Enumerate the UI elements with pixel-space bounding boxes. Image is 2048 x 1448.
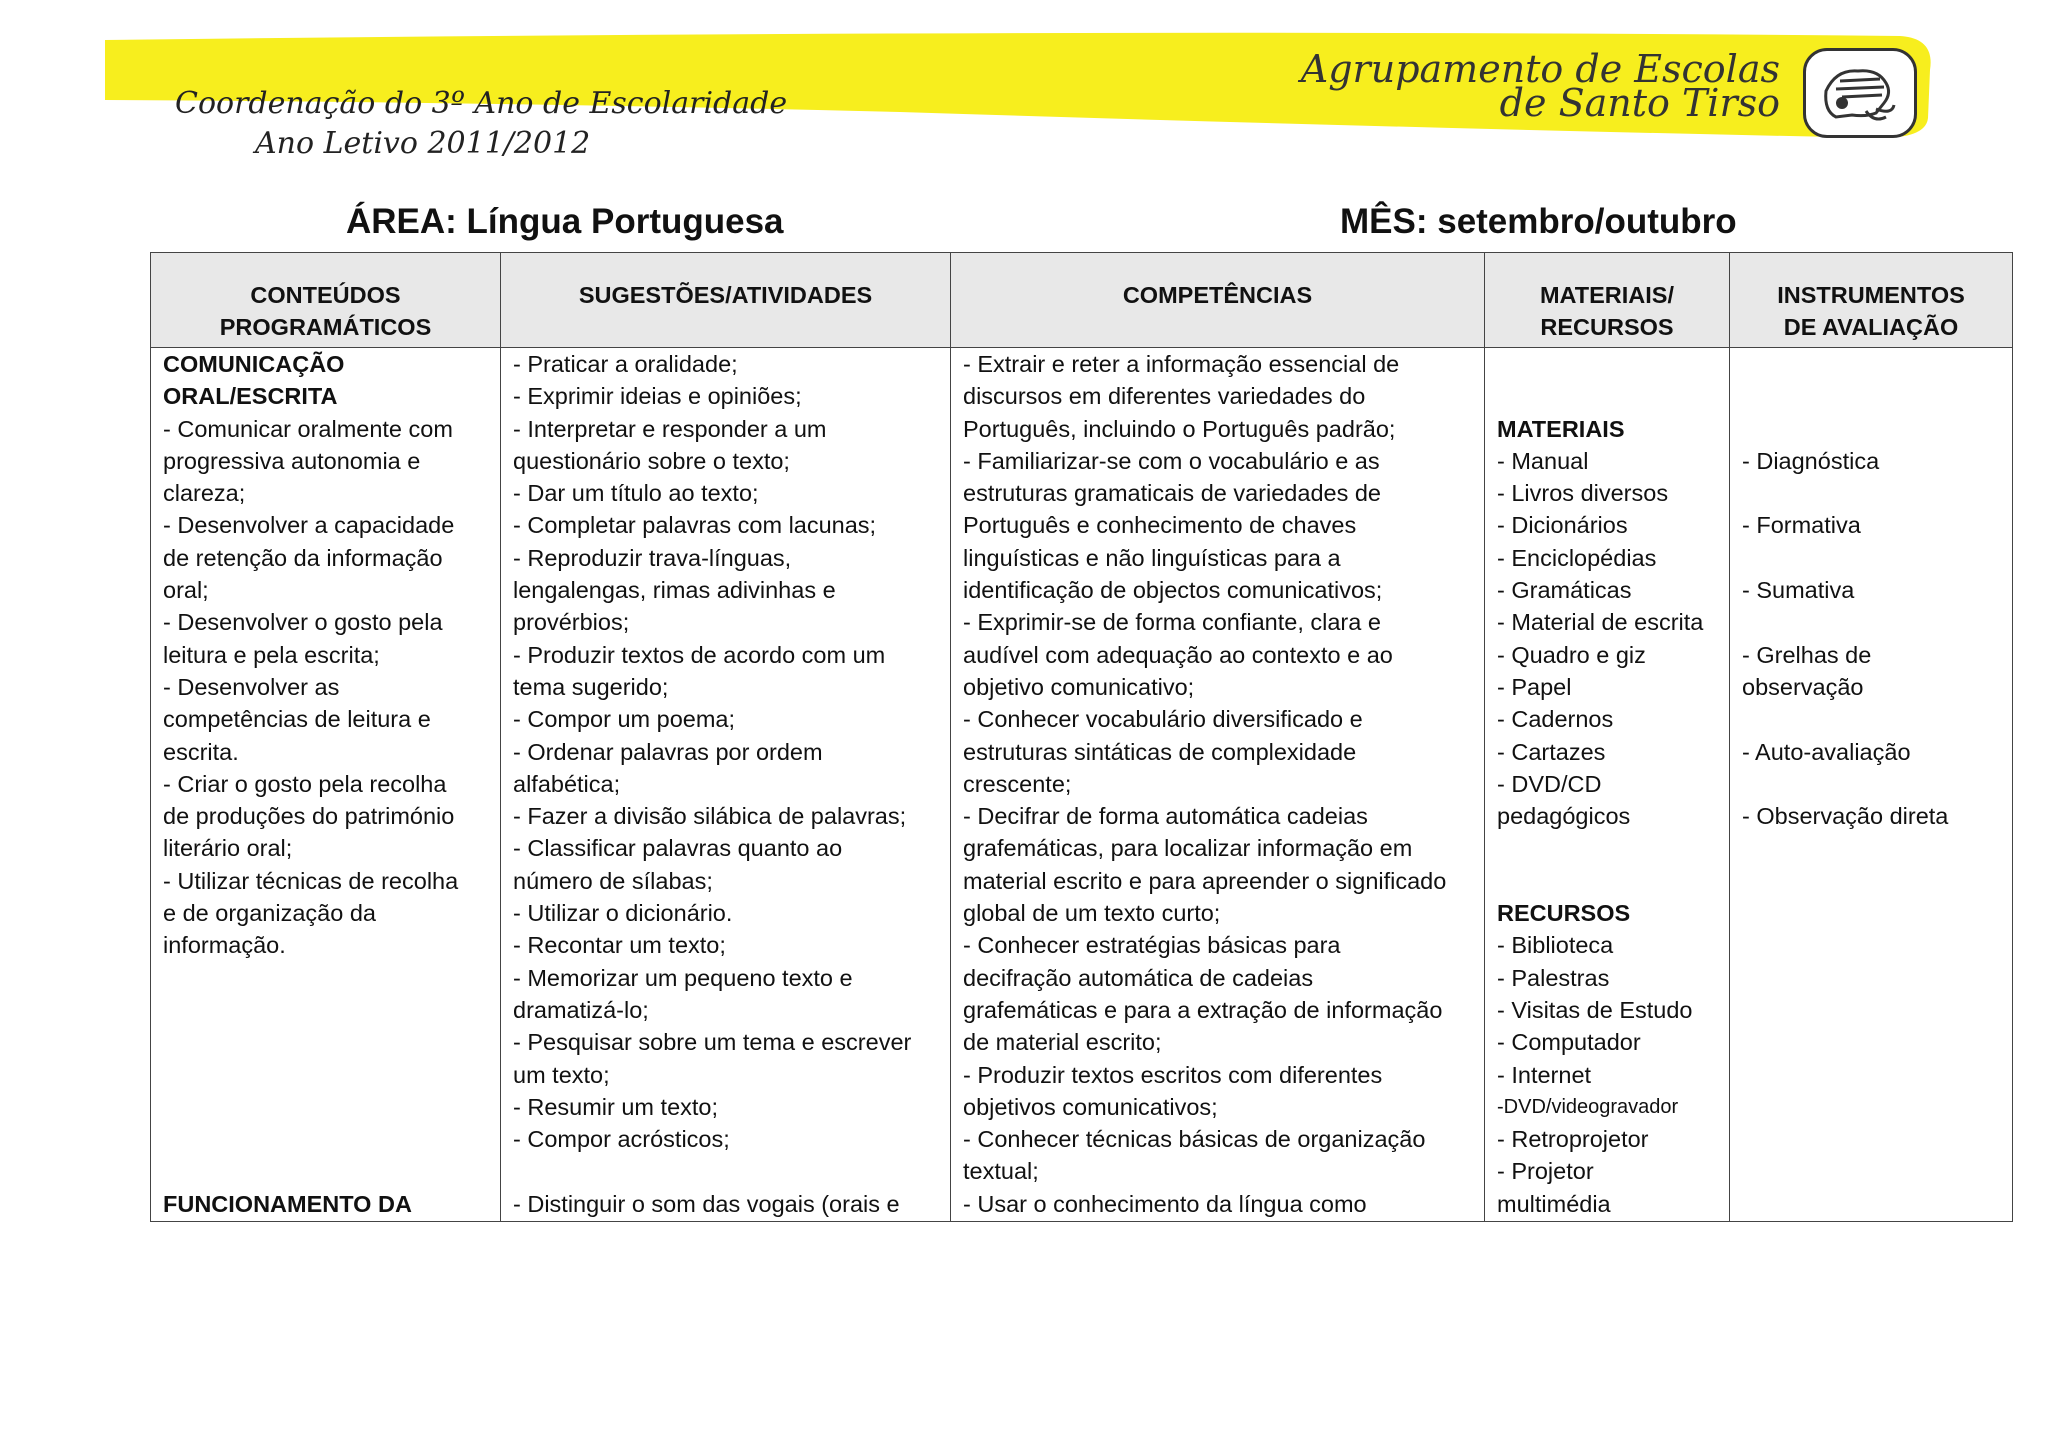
list-item: - Papel bbox=[1497, 673, 1572, 700]
list-item bbox=[513, 1155, 938, 1187]
list-item: - Classificar palavras quanto ao bbox=[513, 835, 843, 862]
list-item: de produções do património bbox=[163, 803, 455, 830]
list-item: tema sugerido; bbox=[513, 673, 669, 700]
header-label: PROGRAMÁTICOS bbox=[219, 314, 432, 340]
list-item: literário oral; bbox=[163, 835, 293, 862]
list-item: - Memorizar um pequeno texto e bbox=[513, 964, 853, 991]
cell-sugestoes bbox=[501, 348, 951, 1222]
list-item: um texto; bbox=[513, 1061, 610, 1088]
list-item: - Reproduzir trava-línguas, bbox=[513, 544, 792, 571]
list-item: Português, incluindo o Português padrão; bbox=[963, 415, 1396, 442]
list-item: - Produzir textos escritos com diferentes bbox=[963, 1061, 1383, 1088]
school-name-line-1: Agrupamento de Escolas bbox=[1300, 47, 1780, 91]
list-item: de retenção da informação bbox=[163, 544, 443, 571]
list-item: - Desenvolver o gosto pela bbox=[163, 609, 443, 636]
list-item: - Utilizar técnicas de recolha bbox=[163, 867, 459, 894]
list-item: - Resumir um texto; bbox=[513, 1093, 719, 1120]
list-item: - Retroprojetor bbox=[1497, 1126, 1649, 1153]
list-item: observação bbox=[1742, 673, 1864, 700]
list-item: decifração automática de cadeias bbox=[963, 964, 1314, 991]
list-item: - Usar o conhecimento da língua como bbox=[963, 1190, 1367, 1217]
list-item: discursos em diferentes variedades do bbox=[963, 383, 1366, 410]
list-item: - Material de escrita bbox=[1497, 609, 1704, 636]
list-item: - Completar palavras com lacunas; bbox=[513, 512, 877, 539]
header-label: SUGESTÕES/ATIVIDADES bbox=[578, 282, 873, 308]
list-item: - Gramáticas bbox=[1497, 577, 1632, 604]
list-item: - Recontar um texto; bbox=[513, 932, 726, 959]
section-heading: FUNCIONAMENTO DA bbox=[163, 1190, 412, 1217]
list-item: estruturas sintáticas de complexidade bbox=[963, 738, 1357, 765]
list-item: - Formativa bbox=[1742, 512, 1861, 539]
month-title: MÊS: setembro/outubro bbox=[1340, 202, 1737, 241]
list-item: - Visitas de Estudo bbox=[1497, 996, 1693, 1023]
list-item: - Exprimir-se de forma confiante, clara e bbox=[963, 609, 1381, 636]
list-item: global de um texto curto; bbox=[963, 900, 1221, 927]
conteudos-list bbox=[163, 413, 488, 962]
header-label: COMPETÊNCIAS bbox=[1122, 282, 1313, 308]
cell-competencias bbox=[951, 348, 1485, 1222]
header-label: INSTRUMENTOS bbox=[1777, 282, 1965, 308]
list-item: informação. bbox=[163, 932, 286, 959]
list-item: - Desenvolver a capacidade bbox=[163, 512, 455, 539]
list-item: - Internet bbox=[1497, 1061, 1592, 1088]
header-label: CONTEÚDOS bbox=[250, 282, 401, 308]
planning-table bbox=[150, 252, 2013, 1222]
list-item: objetivo comunicativo; bbox=[963, 673, 1195, 700]
list-item: - Pesquisar sobre um tema e escrever bbox=[513, 1029, 912, 1056]
list-item: grafemáticas, para localizar informação em bbox=[963, 835, 1413, 862]
list-item: dramatizá-lo; bbox=[513, 996, 649, 1023]
list-item: lengalengas, rimas adivinhas e bbox=[513, 577, 836, 604]
list-item: - Distinguir o som das vogais (orais e bbox=[513, 1190, 900, 1217]
header-label: RECURSOS bbox=[1540, 314, 1674, 340]
list-item: - Cartazes bbox=[1497, 738, 1606, 765]
list-item: alfabética; bbox=[513, 770, 621, 797]
list-item: - Observação direta bbox=[1742, 803, 1949, 830]
school-year: Ano Letivo 2011/2012 bbox=[255, 126, 591, 161]
list-item: - Interpretar e responder a um bbox=[513, 415, 827, 442]
list-item: crescente; bbox=[963, 770, 1072, 797]
list-item: - Palestras bbox=[1497, 964, 1610, 991]
coordination-line-1: Coordenação do 3º Ano de Escolaridade bbox=[175, 86, 788, 121]
area-title: ÁREA: Língua Portuguesa bbox=[346, 202, 784, 241]
list-item: - DVD/CD bbox=[1497, 770, 1602, 797]
list-item: estruturas gramaticais de variedades de bbox=[963, 480, 1381, 507]
list-item: - Compor acrósticos; bbox=[513, 1126, 730, 1153]
list-item: de material escrito; bbox=[963, 1029, 1162, 1056]
list-item: leitura e pela escrita; bbox=[163, 641, 380, 668]
coordination-heading bbox=[175, 84, 787, 164]
school-name bbox=[1300, 47, 1780, 125]
list-item: questionário sobre o texto; bbox=[513, 447, 790, 474]
header-materiais bbox=[1485, 253, 1730, 348]
list-item: e de organização da bbox=[163, 900, 376, 927]
sugestoes-list bbox=[513, 348, 938, 1220]
list-item: - Cadernos bbox=[1497, 706, 1614, 733]
list-item: - Quadro e giz bbox=[1497, 641, 1646, 668]
materiais-list bbox=[1497, 445, 1717, 833]
header-sugestoes bbox=[501, 253, 951, 348]
list-item: textual; bbox=[963, 1158, 1039, 1185]
list-item: multimédia bbox=[1497, 1190, 1611, 1217]
list-item: - Fazer a divisão silábica de palavras; bbox=[513, 803, 907, 830]
header-conteudos bbox=[151, 253, 501, 348]
list-item: - Computador bbox=[1497, 1029, 1641, 1056]
header-label: DE AVALIAÇÃO bbox=[1783, 314, 1959, 340]
list-item: - Utilizar o dicionário. bbox=[513, 900, 733, 927]
list-item: - Conhecer técnicas básicas de organização bbox=[963, 1126, 1426, 1153]
list-item: progressiva autonomia e bbox=[163, 447, 421, 474]
list-item: linguísticas e não linguísticas para a bbox=[963, 544, 1341, 571]
list-item: - Extrair e reter a informação essencial de bbox=[963, 351, 1400, 377]
list-item: - Compor um poema; bbox=[513, 706, 736, 733]
school-name-line-2: de Santo Tirso bbox=[1499, 81, 1780, 125]
list-item: Português e conhecimento de chaves bbox=[963, 512, 1357, 539]
lion-emblem-icon bbox=[1806, 51, 1914, 135]
list-item: competências de leitura e bbox=[163, 706, 431, 733]
list-item: audível com adequação ao contexto e ao bbox=[963, 641, 1393, 668]
list-item: material escrito e para apreender o significado bbox=[963, 867, 1447, 894]
list-item: - Dicionários bbox=[1497, 512, 1628, 539]
header-label: MATERIAIS/ bbox=[1539, 282, 1675, 308]
list-item: - Conhecer estratégias básicas para bbox=[963, 932, 1341, 959]
list-item: - Criar o gosto pela recolha bbox=[163, 770, 447, 797]
list-item: - Projetor bbox=[1497, 1158, 1594, 1185]
list-item: - Biblioteca bbox=[1497, 932, 1614, 959]
recursos-list bbox=[1497, 929, 1717, 1090]
competencias-list bbox=[963, 348, 1472, 1220]
cell-conteudos bbox=[151, 348, 501, 1222]
list-item: - Diagnóstica bbox=[1742, 447, 1880, 474]
table-header-row bbox=[151, 253, 2013, 348]
list-item: - Dar um título ao texto; bbox=[513, 480, 759, 507]
cell-materiais bbox=[1485, 348, 1730, 1222]
list-item: grafemáticas e para a extração de informação bbox=[963, 996, 1443, 1023]
list-item: - Desenvolver as bbox=[163, 673, 340, 700]
list-item: - Manual bbox=[1497, 447, 1589, 474]
cell-instrumentos bbox=[1730, 348, 2013, 1222]
materiais-heading: MATERIAIS bbox=[1497, 415, 1625, 442]
list-item: pedagógicos bbox=[1497, 803, 1631, 830]
list-item: número de sílabas; bbox=[513, 867, 713, 894]
school-logo bbox=[1803, 48, 1917, 138]
list-item: -DVD/videogravador bbox=[1497, 1095, 1679, 1118]
table-body-row bbox=[151, 348, 2013, 1222]
list-item: - Produzir textos de acordo com um bbox=[513, 641, 886, 668]
header-instrumentos bbox=[1730, 253, 2013, 348]
list-item: objetivos comunicativos; bbox=[963, 1093, 1218, 1120]
list-item: - Decifrar de forma automática cadeias bbox=[963, 803, 1368, 830]
list-item: - Praticar a oralidade; bbox=[513, 351, 738, 377]
list-item: - Exprimir ideias e opiniões; bbox=[513, 383, 802, 410]
recursos-list-2 bbox=[1497, 1123, 1717, 1220]
list-item: - Enciclopédias bbox=[1497, 544, 1657, 571]
recursos-heading: RECURSOS bbox=[1497, 900, 1631, 927]
list-item: - Grelhas de bbox=[1742, 641, 1872, 668]
list-item: - Auto-avaliação bbox=[1742, 738, 1911, 765]
list-item: - Familiarizar-se com o vocabulário e as bbox=[963, 447, 1380, 474]
section-heading: ORAL/ESCRITA bbox=[163, 383, 338, 410]
list-item: provérbios; bbox=[513, 609, 630, 636]
list-item: - Livros diversos bbox=[1497, 480, 1669, 507]
list-item: - Comunicar oralmente com bbox=[163, 415, 453, 442]
header-competencias bbox=[951, 253, 1485, 348]
list-item: clareza; bbox=[163, 480, 246, 507]
section-heading: COMUNICAÇÃO bbox=[163, 351, 345, 377]
list-item: identificação de objectos comunicativos; bbox=[963, 577, 1383, 604]
list-item: - Conhecer vocabulário diversificado e bbox=[963, 706, 1363, 733]
list-item: - Sumativa bbox=[1742, 577, 1855, 604]
list-item: oral; bbox=[163, 577, 209, 604]
list-item: - Ordenar palavras por ordem bbox=[513, 738, 823, 765]
list-item: escrita. bbox=[163, 738, 239, 765]
